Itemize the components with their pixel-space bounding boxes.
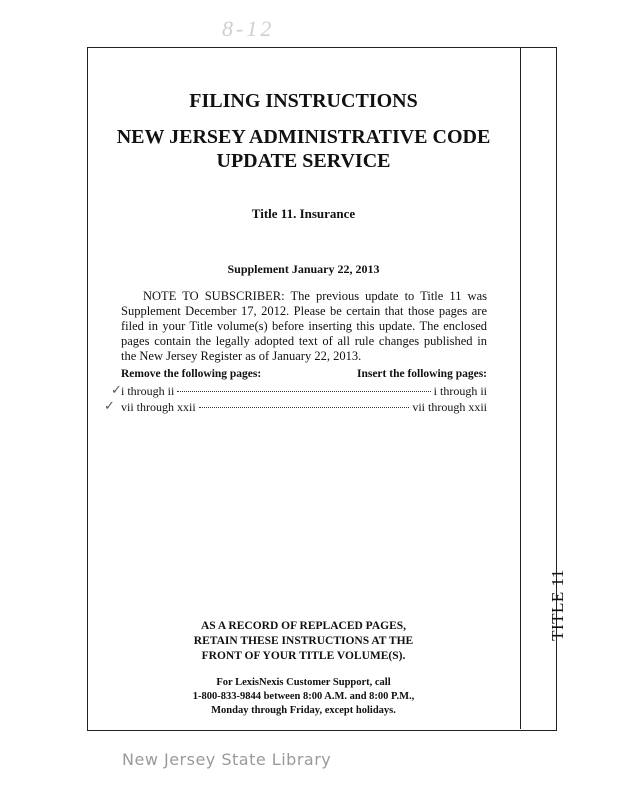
insert-pages-value: vii through xxii	[412, 400, 487, 414]
dot-leader	[199, 407, 410, 408]
insert-pages-value: i through ii	[433, 384, 487, 398]
insert-pages-heading: Insert the following pages:	[356, 368, 487, 380]
remove-pages-heading: Remove the following pages:	[121, 368, 262, 380]
pages-table-header	[121, 368, 487, 380]
check-mark-icon: ✓	[111, 383, 122, 398]
side-tab-divider	[520, 47, 521, 729]
record-line-1: AS A RECORD OF REPLACED PAGES,	[200, 620, 407, 632]
handwritten-scan-mark: 8-12	[222, 16, 275, 41]
code-title	[87, 125, 520, 173]
record-line-3: FRONT OF YOUR TITLE VOLUME(S).	[201, 650, 406, 662]
remove-pages-value: vii through xxii	[121, 400, 196, 414]
customer-support-info	[87, 676, 520, 718]
side-tab-label: TITLE 11	[548, 569, 567, 641]
code-title-line-1: NEW JERSEY ADMINISTRATIVE CODE	[116, 126, 491, 148]
filing-instructions-heading: FILING INSTRUCTIONS	[189, 90, 418, 112]
title-name: Title 11. Insurance	[251, 206, 356, 221]
remove-pages-value: i through ii	[121, 384, 175, 398]
dot-leader	[177, 391, 430, 392]
note-to-subscriber: NOTE TO SUBSCRIBER: The previous update to Title 11 was Supplement December 17, 2012. Please be certain that those pages are filed in your Title volume(s) before inserting this update. The enclosed pages contain the legally adopted text of all rule changes published in the New Jersey Register as of January 22, 2013.	[121, 289, 487, 363]
support-line-2: 1-800-833-9844 between 8:00 A.M. and 8:00 P.M.,	[192, 691, 415, 702]
support-line-3: Monday through Friday, except holidays.	[211, 705, 396, 716]
pages-row	[121, 400, 487, 415]
record-instructions	[87, 619, 520, 664]
library-stamp: New Jersey State Library	[122, 750, 332, 769]
pages-row	[121, 384, 487, 399]
check-mark-icon: ✓	[104, 399, 115, 414]
support-line-1: For LexisNexis Customer Support, call	[216, 677, 391, 688]
code-title-line-2: UPDATE SERVICE	[216, 150, 391, 172]
supplement-date: Supplement January 22, 2013	[227, 262, 380, 276]
record-line-2: RETAIN THESE INSTRUCTIONS AT THE	[193, 635, 414, 647]
